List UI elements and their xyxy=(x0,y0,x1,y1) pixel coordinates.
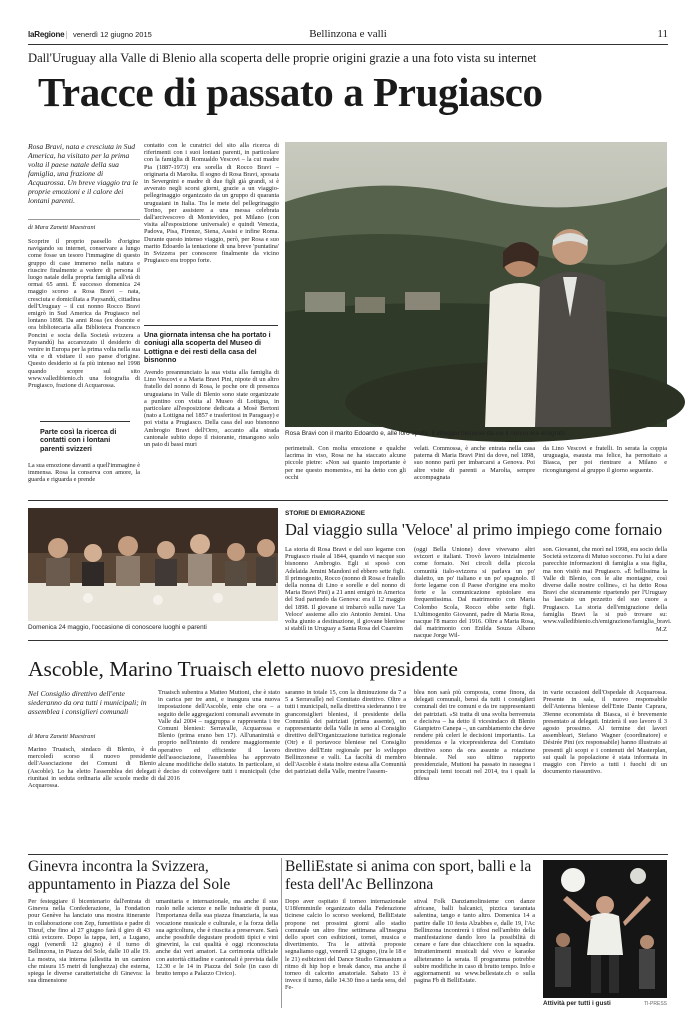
article2-col3: son. Giovanni, che morì nel 1998, era socio della Società svizzera di Mutuo soccorso. Fu lui a dare parecchie informazioni di famiglia a sua figlia, ma non visitò mai Prugiasco. «È bellissima la Valle di Blenio, con le alte montagne, così diverse dalle nostre colline», ci ha detto Rosa Bravi che sicuramente ripartendo per l'Uruguay ha lasciato un pezzetto del suo cuore a Prugiasco. La storia dell'emigrazione della famiglia Bravi la si può trovare su: www.valledibienio.ch/emigrazione/famiglia_bravi. xyxy=(543,546,672,626)
header-rule xyxy=(28,44,668,45)
bottom-column-divider xyxy=(281,858,282,1008)
dance-photo-credit: TI-PRESS xyxy=(643,1001,667,1007)
issue-date: venerdì 12 giugno 2015 xyxy=(73,30,152,39)
article2-headline: Dal viaggio sulla 'Veloce' al primo impiego come fornaio xyxy=(285,520,663,539)
article1-kicker: Dall'Uruguay alla Valle di Blenio alla scoperta delle proprie origini grazie a una foto vista su internet xyxy=(28,51,537,65)
article3-bottom-rule xyxy=(28,854,668,855)
pull-quote-1: Parte così la ricerca di contatti con i lontani parenti svizzeri xyxy=(40,427,117,453)
article1-byline: di Mara Zanetti Maestrani xyxy=(28,224,96,231)
article1-body-col1: Scoprire il proprio paesello d'origine navigando su internet, conservare a lungo come fosse un tesoro l'immagine di questo gruppo di case immerso nella natura e riuscire finalmente a vedere di persona il luogo natale della propria famiglia all'età di ormai 65 anni. È successo domenica 24 maggio scorso a Rosa Bravi – nata, cresciuta e domiciliata a Paysandú, cittadina dell'Uruguay – il cui nonno Rocco Bravi emigrò in Sud America da Prugiasco nel lontano 1898. Da anni Rosa (ex docente e ora bibliotecaria alla Biblioteca Francesco Poncini e socia della Società svizzera a Paysandú) ha accarezzato il desiderio di venire in Europa per la prima volta nella sua vita e di visitare il suo paese d'origine. Questo desiderio si fa più intenso nel 1998 quando scopre sul sito www.valledibienio.ch una fotografia di Prugiasco, frazione di Acquarossa. xyxy=(28,238,140,390)
article1-lead: Rosa Bravi, nata e cresciuta in Sud America, ha visitato per la prima volta il paese natale della sua famiglia, una frazione di Acquarossa. Un breve viaggio tra le proprie emozioni e il calore dei lontani parenti. xyxy=(28,142,138,205)
pull-quote-2: Una giornata intensa che ha portato i coniugi alla scoperta del Museo di Lottigna e dei resti della casa del bisnonno xyxy=(144,330,271,365)
article3-byline: di Mara Zanetti Maestrani xyxy=(28,733,96,740)
article2-col2: (oggi Bella Unione) dove vivevano altri svizzeri e italiani. Trovò lavoro inizialmente come fornaio. Nei circoli della piccola comunità italo-svizzera si parlava un po' dialetto, un po' italiano e un po' spagnolo. Il forte legame con il Paese d'origine era molto forte e la comunicazione epistolare era frequentissima. Dal matrimonio con Maria Colombo Scola, Rocco ebbe sette figli. L'ultimogenito Giovanni, padre di Maria Rosa, nacque l'8 marzo del 1916. Oltre a Maria Rosa, dal matrimonio con Enilda Souza Albano nacque Jorge Wil- xyxy=(414,546,535,640)
article5-col1: Dopo aver ospitato il torneo internazionale U18femminile organizzato dalla Federazione ticinese calcio lo scorso weekend, BelliEstate propone nei prossimi giorni allo stadio comunale un altro fine settimana all'insegna dello sport con esibizioni, tornei, musica e divertimento. Tra le attività proposte segnaliamo oggi, venerdì 12 giugno, (tra le 18 e le 21) esibizioni del Dance Studio Ginnasium a ritmo di hip hop e break dance, ma anche il torneo di calcetto amatoriale. Sabato 13 è invece il turno, dalle 14.30 fino a tarda sera, del Fe- xyxy=(285,898,406,992)
couple-photo xyxy=(285,142,667,427)
masthead xyxy=(28,29,668,43)
article2-bottom-rule xyxy=(28,640,668,641)
newspaper-logo: laRegione xyxy=(28,30,65,39)
dance-photo-image xyxy=(543,860,667,998)
article3-headline: Ascoble, Marino Truaisch eletto nuovo presidente xyxy=(28,657,458,681)
article2-signature: M.Z xyxy=(655,626,667,633)
article4-col2: umanitaria e internazionale, ma anche il suo ruolo nelle scienze e nelle industrie di punta, l'importanza della sua piazza finanziaria, la sua vocazione musicale e culturale, e la forza della sua agricoltura, che è riuscita a preservare. Sarà anche possibile degustare prodotti tipici e vini ginevrini, la cui qualità è oggi riconosciuta anche dai veri amatori. La cerimonia ufficiale con autorità cittadine e cantonali è prevista dalle 12.30 e le 14 in Piazza del Sole (in caso di brutto tempo a Palazzo Civico). xyxy=(156,898,278,978)
article1-headline: Tracce di passato a Prugiasco xyxy=(38,69,543,115)
lead-divider xyxy=(28,219,140,220)
article3-col5: in varie occasioni dell'Ospedale di Acquarossa. Presente in sala, il nuovo responsabile dell'Antenna bleniese dell'Ente Dante Caprara, 39enne economista di Biasca, si è brevemente presentato ai delegati. Inizierà il suo lavoro il 3 agosto prossimo. Al termine dei lavori assembleari, Stefano Wagner (coordinatore) e Désirée Pini (ex responsabile) hanno illustrato ai presenti gli scopi e i contenuti del Masterplan, sui quali la popolazione è stata informata in maggio con l'invio a tutti i fuochi di un documento riassuntivo. xyxy=(543,689,667,776)
article1-body-col4: velati. Commossa, è anche entrata nella casa paterna di Maria Bravi Pini da dove, nel 1898, suo nonno partì per imbarcarsi a Genova. Poi altre visite di parenti a Marolta, sempre accompagnata xyxy=(414,445,535,481)
family-dinner-photo-image xyxy=(28,508,278,621)
page-number: 11 xyxy=(657,28,668,40)
article3-col3: saranno in totale 15, con la diminuzione da 7 a 5 a Serravalle) nel Comitato direttivo. Oltre a tutti i municipali, nella direttiva siederanno i tre granconsiglieri bleniesi, il presidente della Comunità dei patriziati (prima assente), un rappresentante della Valle in seno al Consiglio direttivo dell'Organizzazione turistica regionale (Otr) e il portavoce bleniese nel Consiglio direttivo dell'Ente regionale per lo sviluppo Bellinzonese e valli. La facoltà di membro dell'Ascoble è stata inoltre estesa alla Comunità dei patriziati della Valle, mentre l'assem- xyxy=(285,689,406,776)
header-separator: | xyxy=(66,30,68,39)
article1-body-col2: contatto con le curatrici del sito alla ricerca di riferimenti con i suoi lontani parenti, in particolare con la famiglia di Romualdo Vescovi – la cui madre Pia (1887-1973) era sorella di Rocco Bravi – originaria di Marolta. Il sogno di Rosa Bravi, sposata in Severgnini e madre di due figli già grandi, si è avverato negli scorsi giorni, grazie a un viaggio-pellegrinaggio organizzato da un gruppo di quaranta uruguaiani in Italia. Tra le mete del pellegrinaggio Torino, per assistere a una messa celebrata dall'arcivescovo di Montevideo, poi Milano (con visita all'esposizione universale) e quindi Venezia, Padova, Pisa, Firenze, Siena, Assisi e infine Roma. Durante questo intenso viaggio, però, per Rosa e suo marito Edoardo la tentazione di una breve 'puntatina' in Svizzera per conoscere finalmente da vicino Prugiasco era troppo forte. xyxy=(144,142,279,265)
pull-quote-2-top-rule xyxy=(144,325,278,326)
article4-headline: Ginevra incontra la Svizzera, appuntamento in Piazza del Sole xyxy=(28,858,231,893)
article1-bottom-rule xyxy=(28,500,668,501)
family-dinner-photo xyxy=(28,508,278,621)
dance-photo xyxy=(543,860,667,998)
family-dinner-caption: Domenica 24 maggio, l'occasione di conoscere luoghi e parenti xyxy=(28,624,207,631)
article3-col1: Marino Truaisch, sindaco di Blenio, è da mercoledì scorso il nuovo presidente dell'Associazione dei Comuni di Blenio (Ascoble). Lo ha eletto l'assemblea dei delegati riunitasi in seduta ordinaria alle scuole medie di Acquarossa. xyxy=(28,746,156,790)
article1-body-col2-b: Avendo preannunciato la sua visita alla famiglia di Lino Vescovi e a Maria Bravi Pini, nipote di un altro fratello del nonno di Rosa, le poche ore di presenza uruguaiana in Valle di Blenio sono state organizzate a puntino con visita al Museo di Lottigna, in particolare all'esposizione dedicata a Mosè Bertoni (nato a Lottigna nel 1857 e trasferitosi in Paraguay) e poi visita a Prugiasco. Della casa del suo bisnonno Ambrogio Bravi dell'Orro, accanto alla strada cantonale subito dopo il ristorante, rimangono solo un paio di bassi muri xyxy=(144,369,279,449)
couple-photo-caption: Rosa Bravi con il marito Edoardo e, alle loro spalle, il villaggio bleniese da cui il nonno era emigrato xyxy=(285,430,566,437)
article1-body-col1-b: La sua emozione davanti a quell'immagine è immensa. Rosa la conserva con amore, la guarda e riguarda e prende xyxy=(28,462,140,484)
article2-col1: La storia di Rosa Bravi e del suo legame con Prugiasco risale al 1844, quando vi nacque suo bisnonno Ambrogio. Egli si sposò con Adelaida Jemini Mandoni ed ebbero sette figli. Il primogenito, Rocco (nonno di Rosa e fratello della nonna di Lino e sorelle e del nonno di Maria Bravi Pini) a 21 anni emigrò in America del Sud partendo da Genova: era il 12 maggio del 1898. Il giovane si imbarcò sulla nave 'La Veloce' assieme allo zio Antonio Jemini. Una volta giunto a destinazione, il giovane bleniese si stabilì in Uruguay a Santa Rosa del Cuareim xyxy=(285,546,405,633)
article1-body-col5: da Lino Vescovi e fratelli. In serata la coppia uruguagia, esausta ma felice, ha pernottato a Biasca, per poi rientrare a Milano e ricongiungersi al gruppo il giorno seguente. xyxy=(543,445,667,474)
article4-col1: Per festeggiare il bicentenario dall'entrata di Ginevra nella Confederazione, la Fondation pour Genève ha lanciato una mostra itinerante in collaborazione con Zep, fumettista e padre di Titeuf, che fino al 27 giugno farà il giro di 43 città svizzere. Dopo la tappa, ieri, a Lugano, oggi (venerdì 12 giugno) è il turno di Bellinzona, in Piazza del Sole, dalle 10 alle 19. La mostra, sia interna (allestita in un camion che misura 15 metri di lunghezza) che esterna, spiega le diverse caratteristiche di Ginevra: la sua dimensione xyxy=(28,898,150,985)
article1-body-col3: perimetrali. Con molta emozione e qualche lacrima in viso, Rosa ne ha staccato alcune piccole pietre: «Non sai quanto importante è per me questo momento», mi ha detto con gli occhi xyxy=(285,445,406,481)
article3-lead: Nel Consiglio direttivo dell'ente siederanno da ora tutti i municipali; in assemblea i consiglieri comunali xyxy=(28,689,147,716)
article3-col2: Truaisch subentra a Matteo Muttoni, che è stato in carica per tre anni, e inaugura una nuova impostazione dell'Ascoble, ente che ora – a seguito delle aggregazioni comunali avvenute in Valle dal 2004 – raggruppa e rappresenta i tre Comuni bleniesi: Serravalle, Acquarossa e Blenio (prima erano ben 17). All'unanimità e proprio nell'intento di rendere maggiormente operativo ed efficiente il lavoro dell'associazione, l'assemblea ha approvato alcune modifiche dello statuto. In particolare, si è deciso di coinvolgere tutti i municipali (che dal 2016 xyxy=(158,689,280,783)
couple-photo-image xyxy=(285,142,667,427)
article5-col2: stival Folk Danziamolinsieme con danze africane, balli balcanici, pizzica tarantata salentina, tango e tanto altro. Domenica 14 a partire dalle 10 festa Alzabbes e, dalle 19, l'Ac Bellinzona incontrerà i tifosi nell'ambito della manifestazione dando loro la possibilità di cenare e fare due chiacchiere con la squadra. Intrattenimenti musicali dal vivo e karaoke allieteranno la serata. Il programma potrebbe subire modifiche in caso di brutto tempo. Info e aggiornamenti su www.bellestate.ch o sulla pagina Fb di BelliEstate. xyxy=(414,898,535,985)
article5-headline: BelliEstate si anima con sport, balli e la festa dell'Ac Bellinzona xyxy=(285,858,532,893)
article3-col4: blea non sarà più composta, come finora, da delegati comunali, bensì da tutti i consiglieri comunali dei tre comuni e da tre rappresentanti dei patriziati. «Si tratta di una svolta benvenuta e decisiva – ha detto il vicesindaco di Blenio Gianpietro Canepa –, un cambiamento che deve rendere più celeri le decisioni importanti». La presidenza e la vicepresidenza del Comitato direttivo sono da ora assunte a rotazione biennale. Nel suo ultimo rapporto presidenziale, Muttoni ha passato in rassegna i principali temi toccati nel 2014, tra i quali la difesa xyxy=(414,689,535,783)
section-title: Bellinzona e valli xyxy=(309,28,387,40)
dance-photo-caption: Attività per tutti i gusti xyxy=(543,1000,611,1007)
article2-rubric: STORIE DI EMIGRAZIONE xyxy=(285,510,366,517)
pull-quote-1-top-rule xyxy=(40,421,130,422)
